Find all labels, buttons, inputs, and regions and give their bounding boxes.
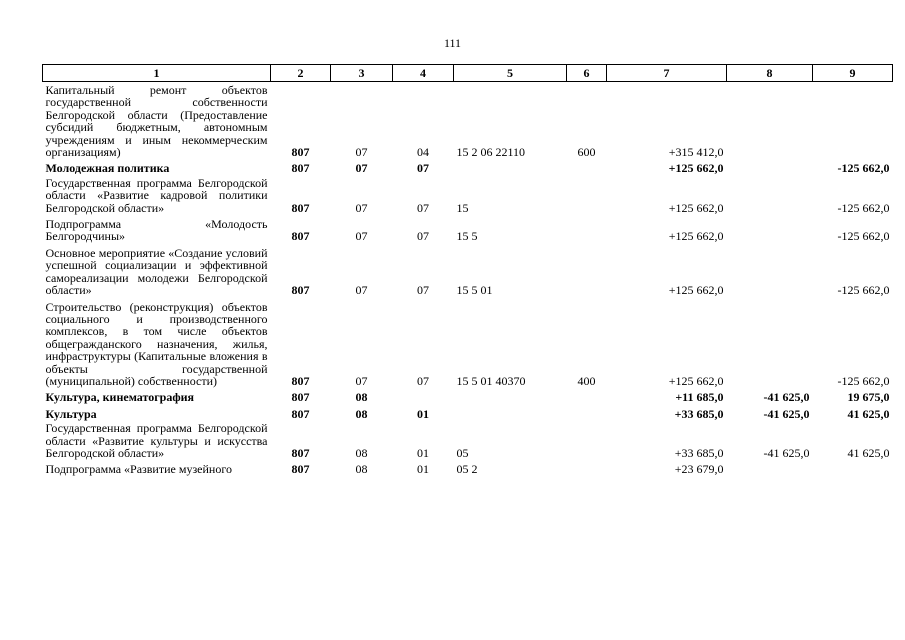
row-name-cell: Основное мероприятие «Создание условий успешной социализации и эффективной самореализации молодежи Белгородской области» [45,245,268,298]
row-value-cell: 15 2 06 22110 [456,145,526,160]
row-value-cell [454,404,567,420]
table-header-row [43,65,893,82]
table-row [43,82,893,159]
row-value-cell: +125 662,0 [668,373,724,388]
row-value-cell: 08 [355,390,368,405]
row-value-cell [727,243,813,297]
row-value-cell: 15 [456,200,469,215]
row-value-cell: 07 [355,373,368,388]
column-header: 1 [43,65,271,82]
row-value-cell: 807 [291,373,310,388]
row-value-cell: 15 5 01 [456,283,493,298]
table-row [43,459,893,475]
table-row [43,175,893,214]
row-value-cell: 19 675,0 [847,390,890,405]
row-value-cell: 15 5 01 40370 [456,373,526,388]
row-value-cell: +315 412,0 [668,145,724,160]
row-value-cell: -41 625,0 [763,445,810,460]
table-row [43,158,893,174]
row-value-cell: 07 [355,283,368,298]
row-value-cell: 04 [417,145,429,160]
row-value-cell: 807 [291,229,310,244]
row-value-cell: -125 662,0 [837,229,890,244]
row-value-cell: 01 [417,445,429,460]
row-value-cell: 01 [417,462,429,477]
row-value-cell: 08 [355,445,368,460]
row-value-cell: 07 [417,161,429,176]
row-value-cell [727,297,813,388]
row-name-cell: Государственная программа Белгородской области «Развитие культуры и искусства Белгородской области» [45,421,268,460]
row-value-cell: -125 662,0 [837,161,890,176]
table-row [43,420,893,459]
row-value-cell [567,387,607,403]
row-name-cell: Строительство (реконструкция) объектов социального и производственного комплексов, в том числе объектов общегражданского назначения, жилья, инфраструктуры (Капитальные вложения в объекты государственной (муниципальной) собственности) [45,299,268,388]
row-name-cell: Капитальный ремонт объектов государственной собственности Белгородской области (Предоставление субсидий бюджетным, автономным учреждениям и иным некоммерческим организациям) [45,83,268,160]
row-value-cell [727,175,813,214]
row-value-cell: +23 679,0 [674,462,724,477]
row-value-cell [567,404,607,420]
row-value-cell: 07 [355,200,368,215]
column-header: 4 [393,65,454,82]
row-value-cell [567,158,607,174]
row-value-cell: 07 [355,229,368,244]
row-value-cell: 07 [417,229,429,244]
column-header: 3 [331,65,393,82]
row-value-cell: 07 [355,161,368,176]
row-name-cell: Культура, кинематография [45,390,195,405]
row-value-cell: 600 [577,145,596,160]
row-value-cell: -125 662,0 [837,200,890,215]
row-value-cell: -125 662,0 [837,283,890,298]
row-value-cell: 41 625,0 [847,406,890,421]
row-value-cell: 08 [355,406,368,421]
row-value-cell: 807 [291,390,310,405]
row-value-cell: +125 662,0 [668,161,724,176]
row-value-cell: +33 685,0 [674,406,724,421]
column-header: 6 [567,65,607,82]
table-row [43,404,893,420]
budget-table [42,64,893,476]
row-value-cell [727,158,813,174]
row-name-cell: Подпрограмма «Развитие музейного [45,462,232,477]
row-value-cell: +125 662,0 [668,200,724,215]
row-value-cell: 07 [355,145,368,160]
row-name-cell: Культура [45,406,97,421]
row-value-cell: 07 [417,373,429,388]
row-value-cell [813,459,893,475]
row-value-cell: 807 [291,200,310,215]
row-value-cell [813,82,893,159]
row-value-cell [567,214,607,243]
row-value-cell: 15 5 [456,229,478,244]
row-value-cell [727,459,813,475]
row-value-cell: 41 625,0 [847,445,890,460]
row-value-cell [567,420,607,459]
row-value-cell: +125 662,0 [668,283,724,298]
row-value-cell: 07 [417,200,429,215]
row-name-cell: Молодежная политика [45,161,170,176]
page-number: 111 [443,36,462,50]
row-name-cell: Подпрограмма «Молодость Белгородчины» [45,217,268,244]
row-value-cell [567,459,607,475]
row-value-cell: 807 [291,462,310,477]
column-header: 5 [454,65,567,82]
row-value-cell: 807 [291,406,310,421]
row-value-cell [567,243,607,297]
row-value-cell: 05 2 [456,462,478,477]
column-header: 8 [727,65,813,82]
table-row [43,243,893,297]
row-value-cell: 01 [417,406,429,421]
row-value-cell: 807 [291,445,310,460]
row-value-cell: -125 662,0 [837,373,890,388]
table-row [43,214,893,243]
row-value-cell [393,387,454,403]
row-name-cell: Государственная программа Белгородской области «Развитие кадровой политики Белгородской области» [45,175,268,215]
row-value-cell [727,214,813,243]
row-value-cell: 807 [291,145,310,160]
row-value-cell [727,82,813,159]
table-row [43,297,893,388]
column-header: 7 [607,65,727,82]
column-header: 9 [813,65,893,82]
row-value-cell: 400 [577,373,596,388]
row-value-cell: 05 [456,445,469,460]
row-value-cell: 807 [291,283,310,298]
table-row [43,387,893,403]
row-value-cell: -41 625,0 [763,390,810,405]
table-body [43,82,893,476]
row-value-cell [567,175,607,214]
row-value-cell: +33 685,0 [674,445,724,460]
row-value-cell: -41 625,0 [763,406,810,421]
row-value-cell: +125 662,0 [668,229,724,244]
row-value-cell: 07 [417,283,429,298]
row-value-cell [454,387,567,403]
row-value-cell: 807 [291,161,310,176]
column-header: 2 [271,65,331,82]
row-value-cell: +11 685,0 [675,390,724,405]
row-value-cell: 08 [355,462,368,477]
row-value-cell [454,158,567,174]
